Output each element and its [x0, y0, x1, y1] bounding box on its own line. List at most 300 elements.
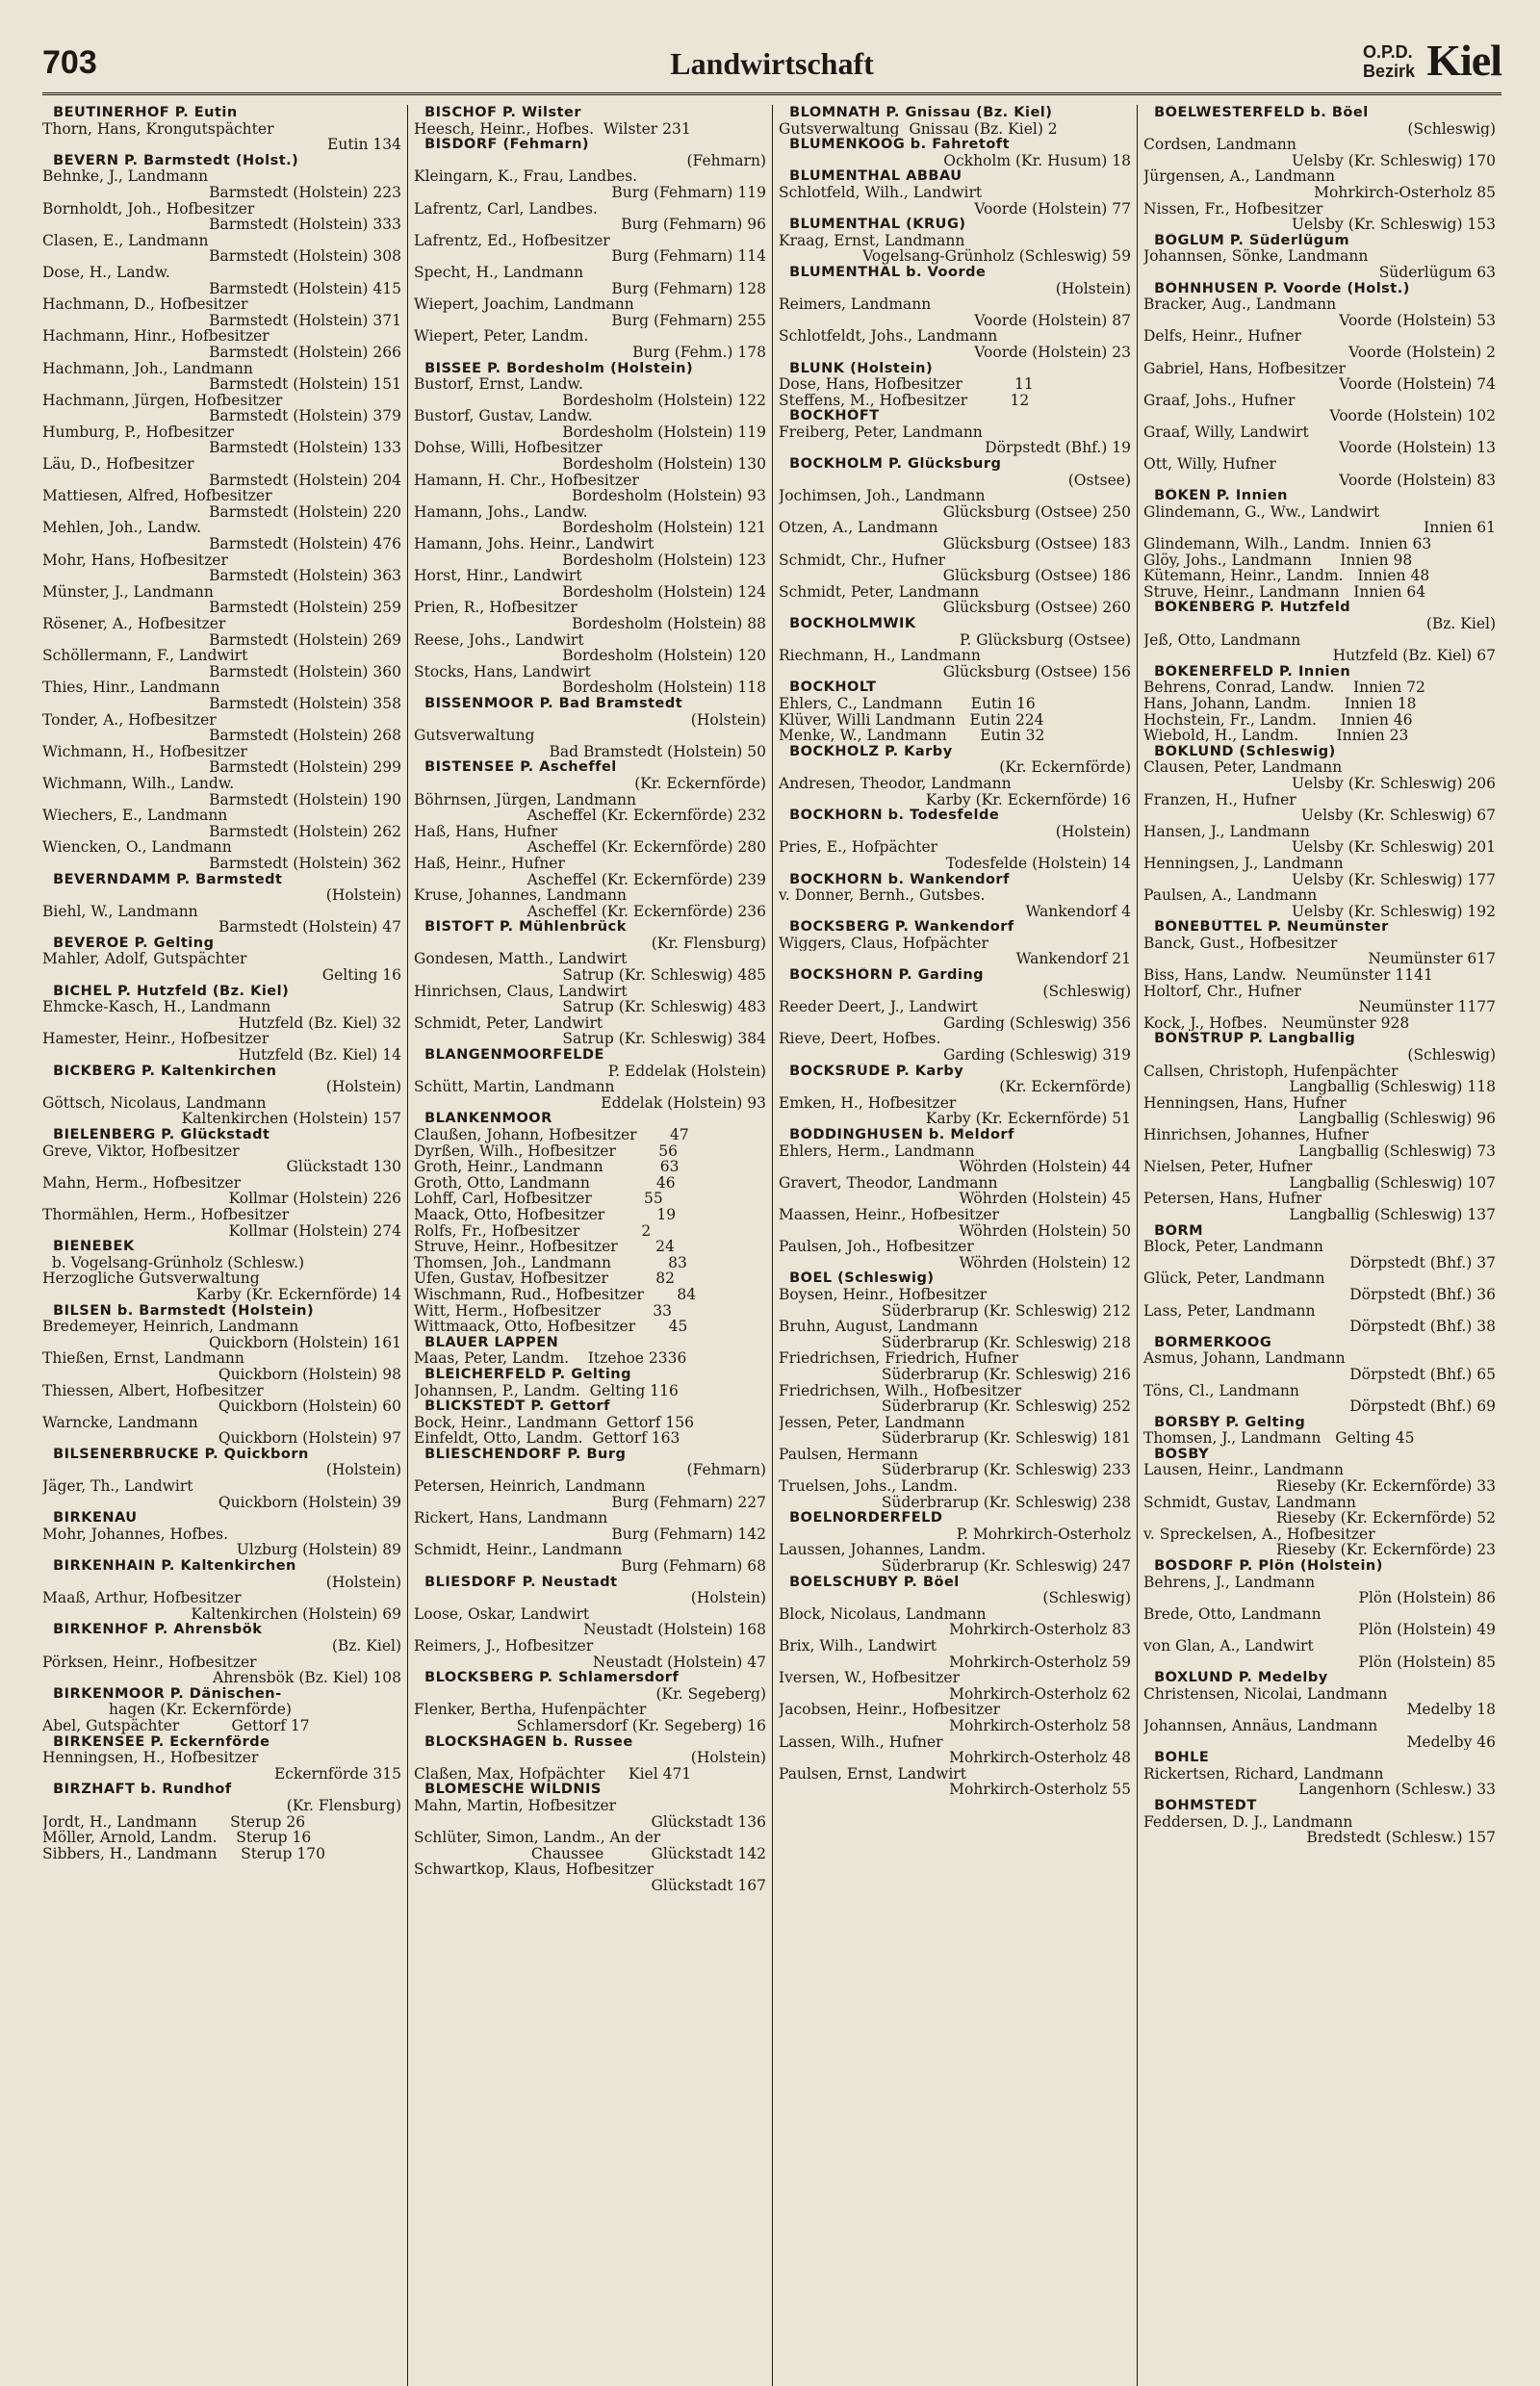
entry-location: Mohrkirch-Osterholz 48: [949, 1750, 1131, 1766]
entry-location: Süderbrarup (Kr. Schleswig) 247: [881, 1558, 1131, 1575]
entry-location: Wöhrden (Holstein) 44: [959, 1159, 1131, 1175]
place-heading: BOCKSRÜDE P. Karby: [779, 1063, 964, 1079]
place-heading: BLANKENMOOR: [414, 1111, 552, 1127]
entry-location: Mohrkirch-Osterholz 59: [949, 1654, 1131, 1671]
entry-line: Warncke, Landmann: [42, 1414, 198, 1431]
entry-line: Klüver, Willi Landmann Eutin 224: [779, 711, 1044, 729]
entry-location: Quickborn (Holstein) 60: [218, 1398, 401, 1415]
entry-location: Wankendorf 21: [1015, 951, 1131, 968]
place-heading: BIRKENMOOR P. Dänischen-: [42, 1685, 282, 1702]
entry-location: Wankendorf 4: [1025, 903, 1131, 920]
entry-location: Glücksburg (Ostsee) 260: [942, 600, 1131, 616]
entry-line: Block, Peter, Landmann: [1143, 1239, 1323, 1255]
entry-location: Bordesholm (Holstein) 118: [562, 680, 766, 696]
place-heading: BLUMENTHAL ABBAU: [779, 168, 962, 185]
entry-line: Flenker, Bertha, Hufenpächter: [414, 1702, 647, 1718]
entry-line: Hamann, H. Chr., Hofbesitzer: [414, 472, 639, 489]
entry-location: (Kr. Eckernförde): [634, 775, 766, 792]
column-3: [772, 105, 1137, 2386]
place-heading: BLAUER LAPPEN: [414, 1334, 559, 1350]
entry-location: Medelby 46: [1406, 1733, 1496, 1751]
entry-line: Johannsen, Sönke, Landmann: [1143, 248, 1369, 265]
entry-line: Rolfs, Fr., Hofbesitzer 2: [414, 1222, 652, 1240]
entry-line: b. Vogelsang-Grünholz (Schlesw.): [42, 1254, 305, 1271]
entry-line: Rösener, A., Hofbesitzer: [42, 616, 226, 632]
place-heading: BÖXLUND P. Medelby: [1143, 1670, 1328, 1686]
entry-line: Delfs, Heinr., Hufner: [1143, 328, 1302, 345]
entry-line: Thomsen, J., Landmann Gelting 45: [1143, 1430, 1415, 1447]
entry-location: Dörpstedt (Bhf.) 65: [1349, 1366, 1496, 1383]
entry-line: Block, Nicolaus, Landmann: [779, 1605, 987, 1623]
entry-location: Uelsby (Kr. Schleswig) 170: [1291, 152, 1496, 169]
entry-location: Langballig (Schleswig) 107: [1289, 1174, 1496, 1192]
entry-location: (Holstein): [325, 1462, 401, 1479]
entry-line: Schlüter, Simon, Landm., An der: [414, 1830, 661, 1846]
entry-line: Graaf, Johs., Hufner: [1143, 392, 1296, 409]
entry-line: v. Spreckelsen, A., Hofbesitzer: [1143, 1526, 1375, 1543]
place-heading: BÖNEBÜTTEL P. Neumünster: [1143, 919, 1389, 936]
entry-location: Satrup (Kr. Schleswig) 485: [562, 967, 766, 984]
entry-line: Clasen, E., Landmann: [42, 232, 209, 249]
entry-line: Gravert, Theodor, Landmann: [779, 1174, 998, 1192]
entry-location: Wöhrden (Holstein) 50: [959, 1222, 1131, 1240]
entry-line: Ehlers, Herm., Landmann: [779, 1142, 975, 1160]
entry-location: Karby (Kr. Eckernförde) 14: [195, 1286, 401, 1303]
entry-line: Mehlen, Joh., Landw.: [42, 520, 202, 537]
entry-location: Bordesholm (Holstein) 88: [572, 616, 766, 632]
entry-line: Wichmann, H., Hofbesitzer: [42, 743, 247, 760]
place-heading: BOCKHOLMWIK: [779, 616, 916, 631]
place-heading: BÖHNHUSEN P. Voorde (Holst.): [1143, 280, 1410, 296]
entry-location: Medelby 18: [1406, 1702, 1496, 1718]
entry-location: Mohrkirch-Osterholz 62: [949, 1685, 1131, 1703]
place-heading: BÖRSBY P. Gelting: [1143, 1414, 1306, 1430]
entry-location: Neumünster 1177: [1358, 999, 1496, 1015]
entry-location: (Fehmarn): [686, 152, 766, 169]
place-heading: BEVERNDAMM P. Barmstedt: [42, 871, 283, 887]
entry-location: Barmstedt (Holstein) 308: [209, 248, 401, 265]
entry-location: (Holstein): [325, 1079, 401, 1095]
entry-line: Schöllermann, F., Landwirt: [42, 648, 248, 664]
entry-line: Hochstein, Fr., Landm. Innien 46: [1143, 711, 1413, 729]
entry-location: Ahrensbök (Bz. Kiel) 108: [213, 1670, 401, 1686]
place-heading: BOCKHOLT: [779, 680, 877, 696]
entry-line: Behrens, Conrad, Landw. Innien 72: [1143, 680, 1425, 696]
place-heading: BLIESDORF P. Neustadt: [414, 1574, 618, 1590]
entry-line: Behrens, J., Landmann: [1143, 1574, 1316, 1591]
entry-location: Voorde (Holstein) 2: [1348, 344, 1496, 361]
entry-line: Graaf, Willy, Landwirt: [1143, 423, 1309, 441]
entry-location: Voorde (Holstein) 13: [1339, 440, 1496, 457]
entry-location: Gelting 16: [321, 967, 401, 984]
entry-line: Otzen, A., Landmann: [779, 520, 938, 537]
entry-line: Feddersen, D. J., Landmann: [1143, 1813, 1353, 1831]
entry-location: Kaltenkirchen (Holstein) 69: [191, 1605, 401, 1623]
entry-line: Jordt, H., Landmann Sterup 26: [42, 1813, 306, 1831]
entry-line: Struve, Heinr., Landmann Innien 64: [1143, 583, 1426, 601]
entry-line: Emken, H., Hofbesitzer: [779, 1094, 957, 1112]
entry-line: Glück, Peter, Landmann: [1143, 1270, 1325, 1287]
entry-line: Henningsen, H., Hofbesitzer: [42, 1750, 259, 1766]
entry-line: Jürgensen, A., Landmann: [1143, 168, 1335, 185]
entry-location: Glückstadt 130: [286, 1159, 401, 1175]
entry-line: Jochimsen, Joh., Landmann: [779, 488, 986, 504]
entry-location: (Kr. Flensburg): [286, 1797, 401, 1814]
entry-location: Todesfelde (Holstein) 14: [945, 855, 1131, 872]
entry-line: Glindemann, G., Ww., Landwirt: [1143, 503, 1380, 521]
entry-location: Wöhrden (Holstein) 12: [959, 1254, 1131, 1271]
entry-location: Barmstedt (Holstein) 476: [209, 536, 401, 552]
entry-location: Kollmar (Holstein) 226: [228, 1191, 401, 1207]
entry-line: Brix, Wilh., Landwirt: [779, 1638, 937, 1655]
entry-line: Wiepert, Joachim, Landmann: [414, 296, 634, 313]
place-heading: BÖKLUND (Schleswig): [1143, 743, 1336, 759]
entry-location: Süderlügum 63: [1378, 264, 1496, 281]
entry-line: Nissen, Fr., Hofbesitzer: [1143, 200, 1323, 218]
place-heading: BÖEL (Schleswig): [779, 1270, 935, 1287]
entry-location: Karby (Kr. Eckernförde) 16: [925, 791, 1131, 808]
entry-line: Groth, Otto, Landmann 46: [414, 1174, 676, 1192]
entry-location: Glücksburg (Ostsee) 156: [942, 663, 1131, 680]
entry-line: Hinrichsen, Claus, Landwirt: [414, 983, 628, 1000]
entry-line: Henningsen, Hans, Hufner: [1143, 1094, 1347, 1112]
entry-line: Claußen, Johann, Hofbesitzer 47: [414, 1127, 689, 1143]
entry-location: Mohrkirch-Osterholz 85: [1314, 184, 1496, 201]
entry-location: Süderbrarup (Kr. Schleswig) 181: [881, 1430, 1131, 1447]
entry-location: Burg (Fehmarn) 96: [621, 217, 766, 233]
entry-location: Barmstedt (Holstein) 190: [209, 791, 401, 808]
place-heading: BLOCKSBERG P. Schlamersdorf: [414, 1670, 680, 1686]
place-heading: BOHMSTEDT: [1143, 1797, 1257, 1813]
place-heading: BICKBERG P. Kaltenkirchen: [42, 1063, 277, 1079]
entry-line: Hachmann, D., Hofbesitzer: [42, 296, 248, 313]
entry-line: Maaß, Arthur, Hofbesitzer: [42, 1590, 242, 1606]
place-heading: BILSENERBRÜCKE P. Quickborn: [42, 1446, 309, 1462]
entry-line: Brede, Otto, Landmann: [1143, 1605, 1322, 1623]
entry-location: Bordesholm (Holstein) 120: [562, 648, 766, 664]
entry-line: Kütemann, Heinr., Landm. Innien 48: [1143, 568, 1430, 584]
entry-line: Friedrichsen, Friedrich, Hufner: [779, 1350, 1019, 1367]
entry-line: Greve, Viktor, Hofbesitzer: [42, 1142, 240, 1160]
entry-location: Burg (Fehmarn) 114: [611, 248, 766, 265]
entry-location: Bordesholm (Holstein) 124: [562, 583, 766, 601]
entry-line: Andresen, Theodor, Landmann: [779, 775, 1012, 792]
entry-line: Bracker, Aug., Landmann: [1143, 296, 1337, 313]
entry-location: Uelsby (Kr. Schleswig) 177: [1291, 871, 1496, 888]
entry-line: Schmidt, Chr., Hufner: [779, 552, 946, 569]
entry-line: Dohse, Willi, Hofbesitzer: [414, 440, 603, 457]
entry-line: Johannsen, Annäus, Landmann: [1143, 1717, 1378, 1734]
entry-line: Maack, Otto, Hofbesitzer 19: [414, 1206, 677, 1223]
entry-line: Thiessen, Albert, Hofbesitzer: [42, 1382, 264, 1399]
entry-location: (Kr. Flensburg): [651, 935, 766, 952]
entry-location: Glückstadt 167: [651, 1877, 766, 1894]
opd-label: O.P.D.: [1362, 42, 1413, 62]
entry-location: Bordesholm (Holstein) 130: [562, 456, 766, 473]
entry-location: Bad Bramstedt (Holstein) 50: [549, 743, 766, 760]
entry-line: Bock, Heinr., Landmann Gettorf 156: [414, 1414, 694, 1431]
place-heading: BLOMNATH P. Gnissau (Bz. Kiel): [779, 105, 1053, 120]
place-heading: BIELENBERG P. Glückstadt: [42, 1127, 270, 1142]
entry-location: (Bz. Kiel): [1425, 616, 1496, 632]
entry-line: Gutsverwaltung: [414, 728, 535, 744]
entry-location: Quickborn (Holstein) 161: [208, 1334, 401, 1351]
entry-line: Wiggers, Claus, Hofpächter: [779, 935, 988, 952]
entry-location: Uelsby (Kr. Schleswig) 192: [1291, 903, 1496, 920]
entry-location: P. Mohrkirch-Osterholz: [956, 1526, 1131, 1543]
entry-line: Lass, Peter, Landmann: [1143, 1302, 1316, 1320]
entry-location: Burg (Fehmarn) 128: [611, 280, 766, 297]
entry-line: Thomsen, Joh., Landmann 83: [414, 1254, 687, 1271]
entry-location: Uelsby (Kr. Schleswig) 206: [1291, 775, 1496, 792]
entry-location: Karby (Kr. Eckernförde) 51: [925, 1111, 1131, 1127]
entry-location: Burg (Fehmarn) 255: [611, 312, 766, 329]
place-heading: BOCKHOLZ P. Karby: [779, 743, 953, 759]
entry-line: Gutsverwaltung Gnissau (Bz. Kiel) 2: [779, 120, 1058, 138]
entry-location: Quickborn (Holstein) 39: [218, 1494, 401, 1511]
entry-location: (Holstein): [690, 1590, 766, 1606]
entry-line: Hinrichsen, Johannes, Hufner: [1143, 1127, 1369, 1143]
entry-line: Rieve, Deert, Hofbes.: [779, 1031, 941, 1048]
entry-line: Christensen, Nicolai, Landmann: [1143, 1685, 1388, 1703]
entry-line: Pries, E., Hofpächter: [779, 839, 938, 856]
entry-line: Behnke, J., Landmann: [42, 168, 209, 185]
entry-line: Maassen, Heinr., Hofbesitzer: [779, 1206, 999, 1223]
entry-line: Hachmann, Hinr., Hofbesitzer: [42, 328, 270, 345]
place-heading: BLUMENTHAL b. Voorde: [779, 264, 987, 280]
columns: [42, 105, 1502, 2386]
entry-line: Jacobsen, Heinr., Hofbesitzer: [779, 1702, 1001, 1718]
entry-line: Rickertsen, Richard, Landmann: [1143, 1765, 1384, 1783]
entry-line: Struve, Heinr., Hofbesitzer 24: [414, 1239, 675, 1255]
entry-line: Paulsen, A., Landmann: [1143, 887, 1318, 904]
entry-line: Tonder, A., Hofbesitzer: [42, 711, 217, 729]
entry-location: Mohrkirch-Osterholz 83: [949, 1622, 1131, 1638]
entry-line: Dose, Hans, Hofbesitzer 11: [779, 376, 1034, 393]
entry-line: Henningsen, J., Landmann: [1143, 855, 1344, 872]
entry-location: (Kr. Eckernförde): [999, 759, 1131, 776]
place-heading: BLUMENKOOG b. Fahretoft: [779, 137, 1011, 153]
entry-location: Hutzfeld (Bz. Kiel) 32: [238, 1014, 401, 1032]
place-heading: BICHEL P. Hutzfeld (Bz. Kiel): [42, 983, 290, 999]
entry-location: Mohrkirch-Osterholz 58: [949, 1717, 1131, 1734]
entry-location: Dörpstedt (Bhf.) 36: [1349, 1286, 1496, 1303]
entry-line: Thies, Hinr., Landmann: [42, 680, 220, 696]
entry-line: Bornholdt, Joh., Hofbesitzer: [42, 200, 255, 218]
entry-line: Riechmann, H., Landmann: [779, 648, 981, 664]
entry-line: Schlotfeld, Wilh., Landwirt: [779, 184, 983, 201]
entry-location: Ockholm (Kr. Husum) 18: [943, 152, 1131, 169]
entry-location: Chaussee Glückstadt 142: [530, 1845, 766, 1862]
entry-location: Hutzfeld (Bz. Kiel) 14: [238, 1047, 401, 1064]
entry-location: (Kr. Segeberg): [655, 1685, 766, 1703]
entry-line: Jäger, Th., Landwirt: [42, 1478, 193, 1495]
entry-location: Barmstedt (Holstein) 299: [209, 759, 401, 776]
entry-line: Jeß, Otto, Landmann: [1143, 631, 1301, 649]
place-heading: BLICKSTEDT P. Gettorf: [414, 1398, 610, 1415]
entry-location: Burg (Fehmarn) 227: [611, 1494, 766, 1511]
place-heading: BÖKENBERG P. Hutzfeld: [1143, 600, 1351, 616]
entry-line: Lafrentz, Carl, Landbes.: [414, 200, 598, 218]
entry-location: Barmstedt (Holstein) 268: [209, 728, 401, 744]
place-heading: BEUTINERHOF P. Eutin: [42, 105, 238, 120]
entry-line: Ott, Willy, Hufner: [1143, 456, 1276, 473]
place-heading: BISSENMOOR P. Bad Bramstedt: [414, 695, 683, 711]
place-heading: BÖSBY: [1143, 1446, 1210, 1462]
entry-location: (Schleswig): [1042, 983, 1131, 1000]
place-heading: BEVEROE P. Gelting: [42, 935, 215, 951]
entry-line: Mahn, Herm., Hofbesitzer: [42, 1174, 242, 1192]
entry-location: Barmstedt (Holstein) 223: [209, 184, 401, 201]
entry-location: Langballig (Schleswig) 118: [1289, 1079, 1496, 1095]
place-heading: BÖKEN P. Innien: [1143, 488, 1288, 504]
entry-line: Münster, J., Landmann: [42, 583, 214, 601]
entry-location: Plön (Holstein) 86: [1358, 1590, 1496, 1606]
entry-line: Gondesen, Matth., Landwirt: [414, 951, 628, 968]
entry-location: Barmstedt (Holstein) 204: [209, 472, 401, 489]
entry-line: Hamann, Johs., Landw.: [414, 503, 588, 521]
place-heading: BOCKSHÖRN P. Garding: [779, 967, 985, 984]
entry-line: Paulsen, Ernst, Landwirt: [779, 1765, 966, 1783]
place-heading: BIRKENAU: [42, 1510, 138, 1527]
entry-line: Reeder Deert, J., Landwirt: [779, 999, 978, 1015]
entry-location: Dörpstedt (Bhf.) 38: [1349, 1319, 1496, 1335]
entry-line: Kock, J., Hofbes. Neumünster 928: [1143, 1014, 1410, 1032]
entry-line: Callsen, Christoph, Hufenpächter: [1143, 1063, 1399, 1080]
entry-line: Hansen, J., Landmann: [1143, 823, 1310, 840]
entry-line: Göttsch, Nicolaus, Landmann: [42, 1094, 267, 1112]
entry-line: hagen (Kr. Eckernförde): [42, 1702, 292, 1718]
entry-line: Bustorf, Ernst, Landw.: [414, 376, 583, 393]
entry-location: Voorde (Holstein) 83: [1339, 472, 1496, 489]
place-heading: BIRKENSEE P. Eckernförde: [42, 1733, 270, 1750]
entry-location: Glücksburg (Ostsee) 186: [942, 568, 1131, 584]
entry-location: Neustadt (Holstein) 47: [592, 1654, 766, 1671]
entry-line: Ufen, Gustav, Hofbesitzer 82: [414, 1270, 675, 1287]
entry-line: Schmidt, Gustav, Landmann: [1143, 1494, 1356, 1511]
entry-line: Lausen, Heinr., Landmann: [1143, 1462, 1344, 1479]
entry-location: Ascheffel (Kr. Eckernförde) 236: [526, 903, 766, 920]
entry-line: Reimers, J., Hofbesitzer: [414, 1638, 594, 1655]
entry-line: Wiebold, H., Landm. Innien 23: [1143, 728, 1409, 744]
entry-location: (Holstein): [690, 711, 766, 729]
entry-line: Wiepert, Peter, Landm.: [414, 328, 589, 345]
entry-location: Plön (Holstein) 49: [1358, 1622, 1496, 1638]
entry-line: Möller, Arnold, Landm. Sterup 16: [42, 1830, 312, 1846]
place-heading: BIENEBEK: [42, 1239, 135, 1255]
entry-line: Horst, Hinr., Landwirt: [414, 568, 582, 584]
entry-line: Biehl, W., Landmann: [42, 903, 198, 920]
entry-location: Mohrkirch-Osterholz 55: [949, 1782, 1131, 1798]
entry-location: Voorde (Holstein) 87: [974, 312, 1131, 329]
entry-line: Laussen, Johannes, Landm.: [779, 1542, 987, 1559]
entry-line: Herzogliche Gutsverwaltung: [42, 1270, 260, 1287]
entry-location: Rieseby (Kr. Eckernförde) 33: [1276, 1478, 1496, 1495]
entry-location: Barmstedt (Holstein) 333: [209, 217, 401, 233]
entry-line: Ehmcke-Kasch, H., Landmann: [42, 999, 271, 1015]
entry-line: Clausen, Peter, Landmann: [1143, 759, 1343, 776]
entry-location: (Schleswig): [1407, 1047, 1496, 1064]
place-heading: BÖELWESTERFELD b. Böel: [1143, 105, 1369, 120]
entry-location: (Holstein): [1055, 280, 1131, 297]
entry-line: Petersen, Heinrich, Landmann: [414, 1478, 646, 1495]
entry-location: Barmstedt (Holstein) 379: [209, 408, 401, 424]
entry-line: Stocks, Hans, Landwirt: [414, 663, 591, 680]
entry-line: Iversen, W., Hofbesitzer: [779, 1670, 960, 1686]
entry-location: Eckernförde 315: [273, 1765, 401, 1783]
entry-location: Langballig (Schleswig) 73: [1298, 1142, 1496, 1160]
entry-location: Barmstedt (Holstein) 133: [209, 440, 401, 457]
place-heading: BOCKHORN b. Wankendorf: [779, 871, 1010, 887]
entry-line: Banck, Gust., Hofbesitzer: [1143, 935, 1338, 952]
entry-location: Garding (Schleswig) 319: [943, 1047, 1131, 1064]
entry-location: Eddelak (Holstein) 93: [601, 1094, 766, 1112]
entry-line: Lassen, Wilh., Hufner: [779, 1733, 943, 1751]
entry-line: Kleingarn, K., Frau, Landbes.: [414, 168, 638, 185]
district-city: Kiel: [1426, 36, 1502, 85]
entry-line: Heesch, Heinr., Hofbes. Wilster 231: [414, 120, 691, 138]
entry-location: Kollmar (Holstein) 274: [228, 1222, 401, 1240]
place-heading: BOELNORDERFELD: [779, 1510, 943, 1527]
place-heading: BÖGLUM P. Süderlügum: [1143, 232, 1350, 248]
entry-line: Gabriel, Hans, Hofbesitzer: [1143, 360, 1347, 377]
entry-line: Maas, Peter, Landm. Itzehoe 2336: [414, 1350, 687, 1367]
entry-location: (Bz. Kiel): [331, 1638, 401, 1655]
entry-line: von Glan, A., Landwirt: [1143, 1638, 1314, 1655]
place-heading: BLUNK (Holstein): [779, 360, 934, 376]
entry-location: Burg (Fehmarn) 119: [611, 184, 766, 201]
entry-line: Schwartkop, Klaus, Hofbesitzer: [414, 1861, 654, 1878]
entry-line: Thießen, Ernst, Landmann: [42, 1350, 244, 1367]
entry-location: Barmstedt (Holstein) 47: [218, 919, 401, 936]
entry-line: Bustorf, Gustav, Landw.: [414, 408, 593, 424]
column-1: [42, 105, 407, 2386]
entry-location: Langballig (Schleswig) 137: [1289, 1206, 1496, 1223]
entry-location: Plön (Holstein) 85: [1358, 1654, 1496, 1671]
entry-line: Schütt, Martin, Landmann: [414, 1079, 615, 1095]
entry-line: Claßen, Max, Hofpächter Kiel 471: [414, 1765, 692, 1783]
entry-location: Rieseby (Kr. Eckernförde) 23: [1276, 1542, 1496, 1559]
entry-location: Bordesholm (Holstein) 93: [572, 488, 766, 504]
entry-location: Bordesholm (Holstein) 122: [562, 392, 766, 409]
entry-location: Süderbrarup (Kr. Schleswig) 252: [881, 1398, 1131, 1415]
entry-location: Kaltenkirchen (Holstein) 157: [181, 1111, 401, 1127]
entry-location: Uelsby (Kr. Schleswig) 201: [1291, 839, 1496, 856]
entry-location: Glücksburg (Ostsee) 250: [942, 503, 1131, 521]
entry-line: Glindemann, Wilh., Landm. Innien 63: [1143, 536, 1432, 552]
entry-line: Bruhn, August, Landmann: [779, 1319, 979, 1335]
entry-location: Eutin 134: [327, 137, 401, 153]
entry-location: Barmstedt (Holstein) 358: [209, 695, 401, 712]
entry-location: Uelsby (Kr. Schleswig) 67: [1300, 808, 1496, 824]
entry-location: Vogelsang-Grünholz (Schleswig) 59: [862, 248, 1131, 265]
column-4: [1137, 105, 1502, 2386]
entry-location: Barmstedt (Holstein) 269: [209, 631, 401, 649]
entry-line: Truelsen, Johs., Landm.: [779, 1478, 959, 1495]
entry-location: (Holstein): [1055, 823, 1131, 840]
place-heading: BISTOFT P. Mühlenbrück: [414, 919, 627, 936]
entry-location: Barmstedt (Holstein) 363: [209, 568, 401, 584]
entry-location: Glückstadt 136: [651, 1813, 766, 1831]
entry-line: Hachmann, Jürgen, Hofbesitzer: [42, 392, 283, 409]
entry-line: Asmus, Johann, Landmann: [1143, 1350, 1346, 1367]
entry-location: Barmstedt (Holstein) 415: [209, 280, 401, 297]
entry-location: Barmstedt (Holstein) 362: [209, 855, 401, 872]
entry-line: Pörksen, Heinr., Hofbesitzer: [42, 1654, 257, 1671]
entry-location: Hutzfeld (Bz. Kiel) 67: [1332, 648, 1496, 664]
entry-location: Ascheffel (Kr. Eckernförde) 232: [526, 808, 766, 824]
entry-line: Hans, Johann, Landm. Innien 18: [1143, 695, 1417, 712]
